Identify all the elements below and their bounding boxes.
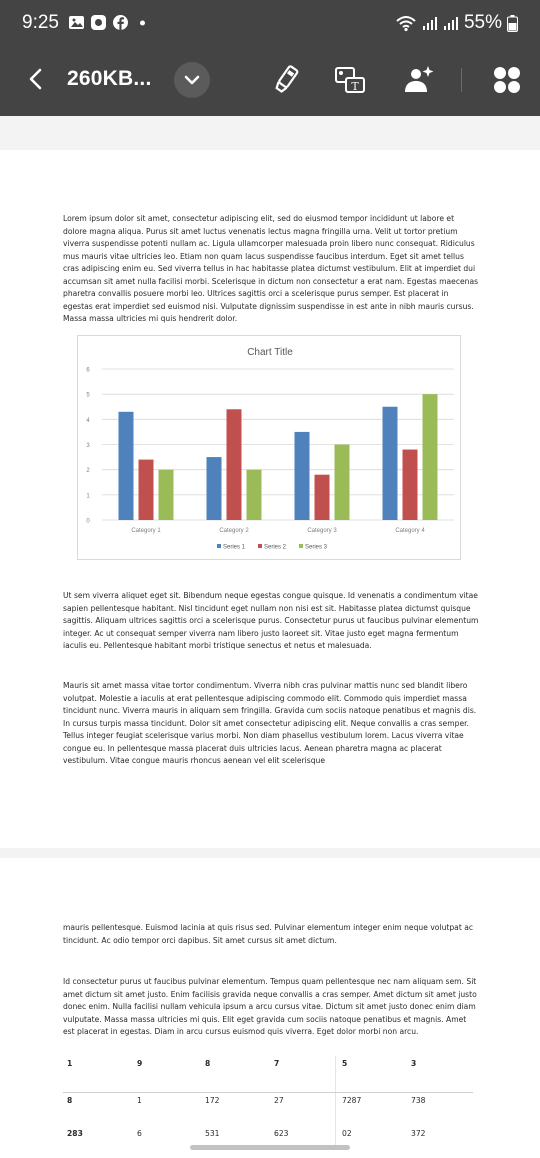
page-gap-middle bbox=[0, 848, 540, 858]
table-cell: 283 bbox=[67, 1129, 83, 1138]
table-cell: 3 bbox=[411, 1059, 417, 1068]
table-cell: 8 bbox=[205, 1059, 211, 1068]
x-tick-label: Category 4 bbox=[395, 528, 425, 534]
highlighter-icon[interactable] bbox=[266, 60, 306, 100]
dot-icon bbox=[134, 14, 151, 31]
table-cell: 1 bbox=[137, 1096, 142, 1105]
table-header-row bbox=[67, 1059, 477, 1073]
bar-series-3 bbox=[159, 470, 174, 520]
table-row bbox=[67, 1129, 477, 1143]
table-cell: 7287 bbox=[342, 1096, 362, 1105]
app-toolbar bbox=[0, 50, 540, 116]
table-cell: 172 bbox=[205, 1096, 220, 1105]
svg-text:T: T bbox=[351, 80, 359, 93]
legend-swatch bbox=[299, 544, 303, 548]
paragraph-4: mauris pellentesque. Euismod lacinia at quis risus sed. Pulvinar elementum integer enim neque volutpat ac tincidunt. Ac odio tempor orci dapibus. Sit amet cursus sit amet dictum. bbox=[63, 923, 474, 945]
x-tick-label: Category 1 bbox=[131, 528, 161, 534]
x-tick-label: Category 3 bbox=[307, 528, 337, 534]
paragraph-3: Mauris sit amet massa vitae tortor condimentum. Viverra nibh cras pulvinar mattis nunc sed blandit libero volutpat. Molestie a iaculis at erat pellentesque adipiscing commodo elit. Commodo quis imperdiet massa tincidunt nunc. Viverra mauris in aliquam sem fringilla. Gravida cum sociis natoque penatibus et magnis dis. In cursus turpis massa tincidunt. Dolor sit amet consectetur adipiscing elit. Neque convallis a cras semper. Tellus integer feugiat scelerisque varius morbi. Non diam phasellus vestibulum lorem. Lacus viverra vitae congue eu. In pellentesque massa placerat duis ultricies lacus. Aenean pharetra magna ac placerat vestibulum. Vitae congue mauris rhoncus aenean vel elit scelerisque bbox=[63, 681, 477, 765]
bar-series-2 bbox=[139, 460, 154, 520]
apps-grid-icon[interactable] bbox=[487, 60, 527, 100]
table-header-rule bbox=[63, 1092, 473, 1093]
chart-title: Chart Title bbox=[247, 347, 293, 358]
y-tick-label: 4 bbox=[86, 417, 90, 424]
bar-series-2 bbox=[315, 475, 330, 520]
y-tick-label: 5 bbox=[86, 392, 90, 399]
y-tick-label: 0 bbox=[86, 518, 90, 525]
bar-series-1 bbox=[119, 412, 134, 520]
y-tick-label: 6 bbox=[86, 367, 90, 374]
bar-series-3 bbox=[335, 445, 350, 521]
table-cell: 8 bbox=[67, 1096, 73, 1105]
chevron-down-icon bbox=[174, 62, 210, 98]
table-cell: 5 bbox=[342, 1059, 348, 1068]
table-cell: 372 bbox=[411, 1129, 426, 1138]
bar-series-3 bbox=[423, 394, 438, 520]
table-row bbox=[67, 1096, 477, 1110]
text-recognition-icon[interactable] bbox=[330, 60, 370, 100]
page-gap-top bbox=[0, 116, 540, 150]
file-title: 260KB... bbox=[67, 67, 152, 90]
app-icon bbox=[90, 14, 107, 31]
legend-label: Series 2 bbox=[264, 544, 287, 551]
title-dropdown-button[interactable] bbox=[174, 62, 210, 98]
gallery-icon bbox=[68, 14, 85, 31]
table-cell: 7 bbox=[274, 1059, 280, 1068]
bar-series-2 bbox=[403, 450, 418, 520]
status-bar bbox=[0, 0, 540, 50]
bar-series-1 bbox=[207, 457, 222, 520]
x-tick-label: Category 2 bbox=[219, 528, 249, 534]
toolbar-divider bbox=[461, 68, 462, 92]
paragraph-1: Lorem ipsum dolor sit amet, consectetur adipiscing elit, sed do eiusmod tempor incididunt ut labore et dolore magna aliqua. Purus sit amet luctus venenatis lectus magna fringilla urna. Velit ut tortor pretium viverra suspendisse potenti nullam ac. Ligula ullamcorper malesuada proin libero nunc consequat. Ridiculus mus mauris vitae ultricies leo. Etiam non quam lacus suspendisse faucibus interdum. Eget sit amet tellus cras adipiscing enim eu. Sed viverra tellus in hac habitasse platea dictumst vestibulum. Elit at imperdiet dui accumsan sit amet nulla facilisi morbi. Scelerisque in dictum non consectetur a erat nam. Egestas maecenas pharetra convallis posuere morbi leo. Ultrices sagittis orci a scelerisque purus semper. Est placerat in egestas erat imperdiet sed euismod nisi. Vulputate dignissim suspendisse in est ante in nibh mauris cursus. Massa massa ultricies mi quis hendrerit dolor. bbox=[63, 214, 479, 323]
image-edit-icon[interactable] bbox=[398, 60, 438, 100]
home-indicator[interactable] bbox=[190, 1145, 350, 1150]
bar-series-1 bbox=[295, 432, 310, 520]
battery-percent: 55% bbox=[463, 12, 502, 33]
bar-chart bbox=[77, 335, 461, 560]
wifi-icon bbox=[395, 14, 417, 32]
bar-series-1 bbox=[383, 407, 398, 520]
status-time: 9:25 bbox=[22, 12, 59, 33]
table-cell: 531 bbox=[205, 1129, 220, 1138]
y-tick-label: 2 bbox=[86, 468, 90, 475]
notification-icons bbox=[68, 14, 151, 31]
legend-label: Series 1 bbox=[223, 544, 246, 551]
legend-swatch bbox=[217, 544, 221, 548]
signal-icon bbox=[422, 15, 438, 31]
legend-swatch bbox=[258, 544, 262, 548]
system-indicators bbox=[395, 12, 518, 34]
table-cell: 738 bbox=[411, 1096, 426, 1105]
chart-svg bbox=[78, 336, 462, 561]
bar-series-3 bbox=[247, 470, 262, 520]
table-cell: 6 bbox=[137, 1129, 142, 1138]
y-tick-label: 1 bbox=[86, 493, 90, 500]
back-arrow-icon[interactable] bbox=[22, 64, 52, 94]
table-cell: 02 bbox=[342, 1129, 352, 1138]
legend-label: Series 3 bbox=[305, 544, 328, 551]
battery-icon bbox=[507, 15, 518, 32]
paragraph-2: Ut sem viverra aliquet eget sit. Bibendum neque egestas congue quisque. Id venenatis a condimentum vitae sapien pellentesque habitant. Nisl tincidunt eget nullam non nisi est sit. Habitasse platea dictumst quisque sagittis. Aliquam ultrices sagittis orci a scelerisque purus. Consectetur purus ut faucibus pulvinar elementum integer. Ac ut consequat semper viverra nam libero justo laoreet sit. Vitae justo eget magna fermentum iaculis eu. Pellentesque habitant morbi tristique senectus et netus et malesuada. bbox=[63, 591, 479, 650]
signal-icon-2 bbox=[443, 15, 459, 31]
facebook-icon bbox=[112, 14, 129, 31]
y-tick-label: 3 bbox=[86, 443, 90, 449]
table-cell: 1 bbox=[67, 1059, 73, 1068]
paragraph-5: Id consectetur purus ut faucibus pulvinar elementum. Tempus quam pellentesque nec nam aliquam sem. Sit amet dictum sit amet justo. Enim facilisis gravida neque convallis a cras semper. Amet dictum sit amet justo donec enim. Nulla facilisi nullam vehicula ipsum a arcu cursus vitae. Dictum sit amet justo donec enim diam vulputate. Massa massa ultricies mi quis. Elit eget gravida cum sociis natoque penatibus et magnis. Amet est placerat in egestas. Diam in arcu cursus euismod quis viverra. Eget dolor morbi non arcu. bbox=[63, 977, 477, 1036]
bar-series-2 bbox=[227, 409, 242, 520]
table-cell: 9 bbox=[137, 1059, 143, 1068]
table-cell: 623 bbox=[274, 1129, 289, 1138]
table-cell: 27 bbox=[274, 1096, 284, 1105]
